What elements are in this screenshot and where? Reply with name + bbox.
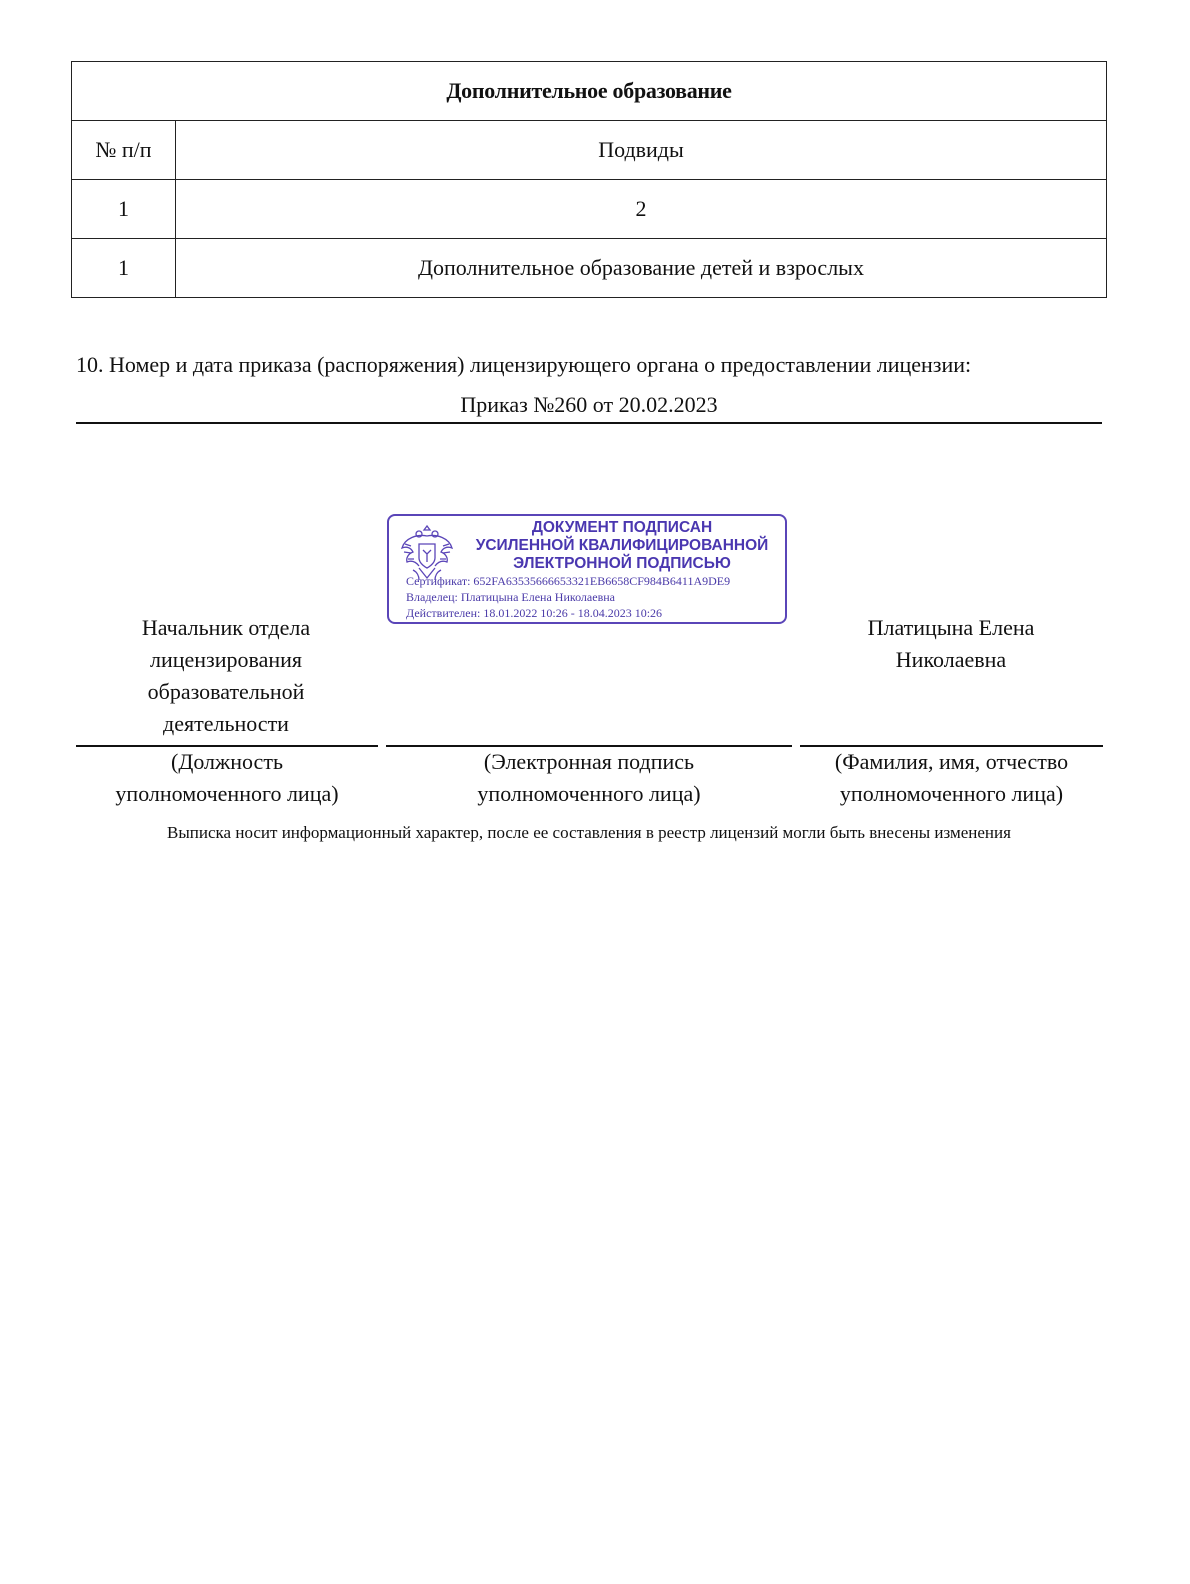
caption-line: уполномоченного лица) [839,781,1064,806]
caption-line: (Должность [171,749,283,774]
order-value: Приказ №260 от 20.02.2023 [460,392,718,417]
caption-line: (Электронная подпись [483,749,695,774]
caption-fio [800,746,1103,810]
header-name: Подвиды [176,121,1107,180]
stamp-valid: Действителен: 18.01.2022 10:26 - 18.04.2023 10:26 [406,606,663,620]
row-num: 1 [72,239,176,298]
disclaimer-note: Выписка носит информационный характер, после ее составления в реестр лицензий могли быть внесены изменения [167,823,1011,842]
table-header-row [72,121,1107,180]
position-line: образовательной [147,679,305,704]
caption-esign [386,746,792,810]
caption-line: уполномоченного лица) [477,781,701,806]
position-line: Начальник отдела [141,615,311,640]
item10-label: 10. Номер и дата приказа (распоряжения) лицензирующего органа о предоставлении лицензии: [76,352,972,377]
stamp-owner: Владелец: Платицына Елена Николаевна [406,590,615,604]
subtypes-table [71,61,1107,298]
stamp-line3: ЭЛЕКТРОННОЙ ПОДПИСЬЮ [513,555,731,572]
header-num: № п/п [72,121,176,180]
caption-line: (Фамилия, имя, отчество [834,749,1069,774]
order-underline [76,422,1102,424]
stamp-certificate: Сертификат: 652FA63535666653321EB6658CF984B6411A9DE9 [406,574,731,588]
table-index-row [72,180,1107,239]
table-row [72,239,1107,298]
index-name: 2 [176,180,1107,239]
name-line: Платицына Елена [867,615,1035,640]
signer-name [800,612,1102,676]
position-line: лицензирования [149,647,303,672]
stamp-line1: ДОКУМЕНТ ПОДПИСАН [531,519,713,536]
signer-position [76,612,376,740]
caption-position [76,746,378,810]
table-title-row [72,62,1107,121]
name-line: Николаевна [895,647,1007,672]
position-line: деятельности [163,711,289,736]
stamp-line2: УСИЛЕННОЙ КВАЛИФИЦИРОВАННОЙ [475,537,769,554]
stamp-heading [459,519,785,573]
row-name: Дополнительное образование детей и взрослых [176,239,1107,298]
table-title: Дополнительное образование [72,62,1107,121]
esign-stamp [387,514,787,624]
caption-line: уполномоченного лица) [115,781,339,806]
index-num: 1 [72,180,176,239]
